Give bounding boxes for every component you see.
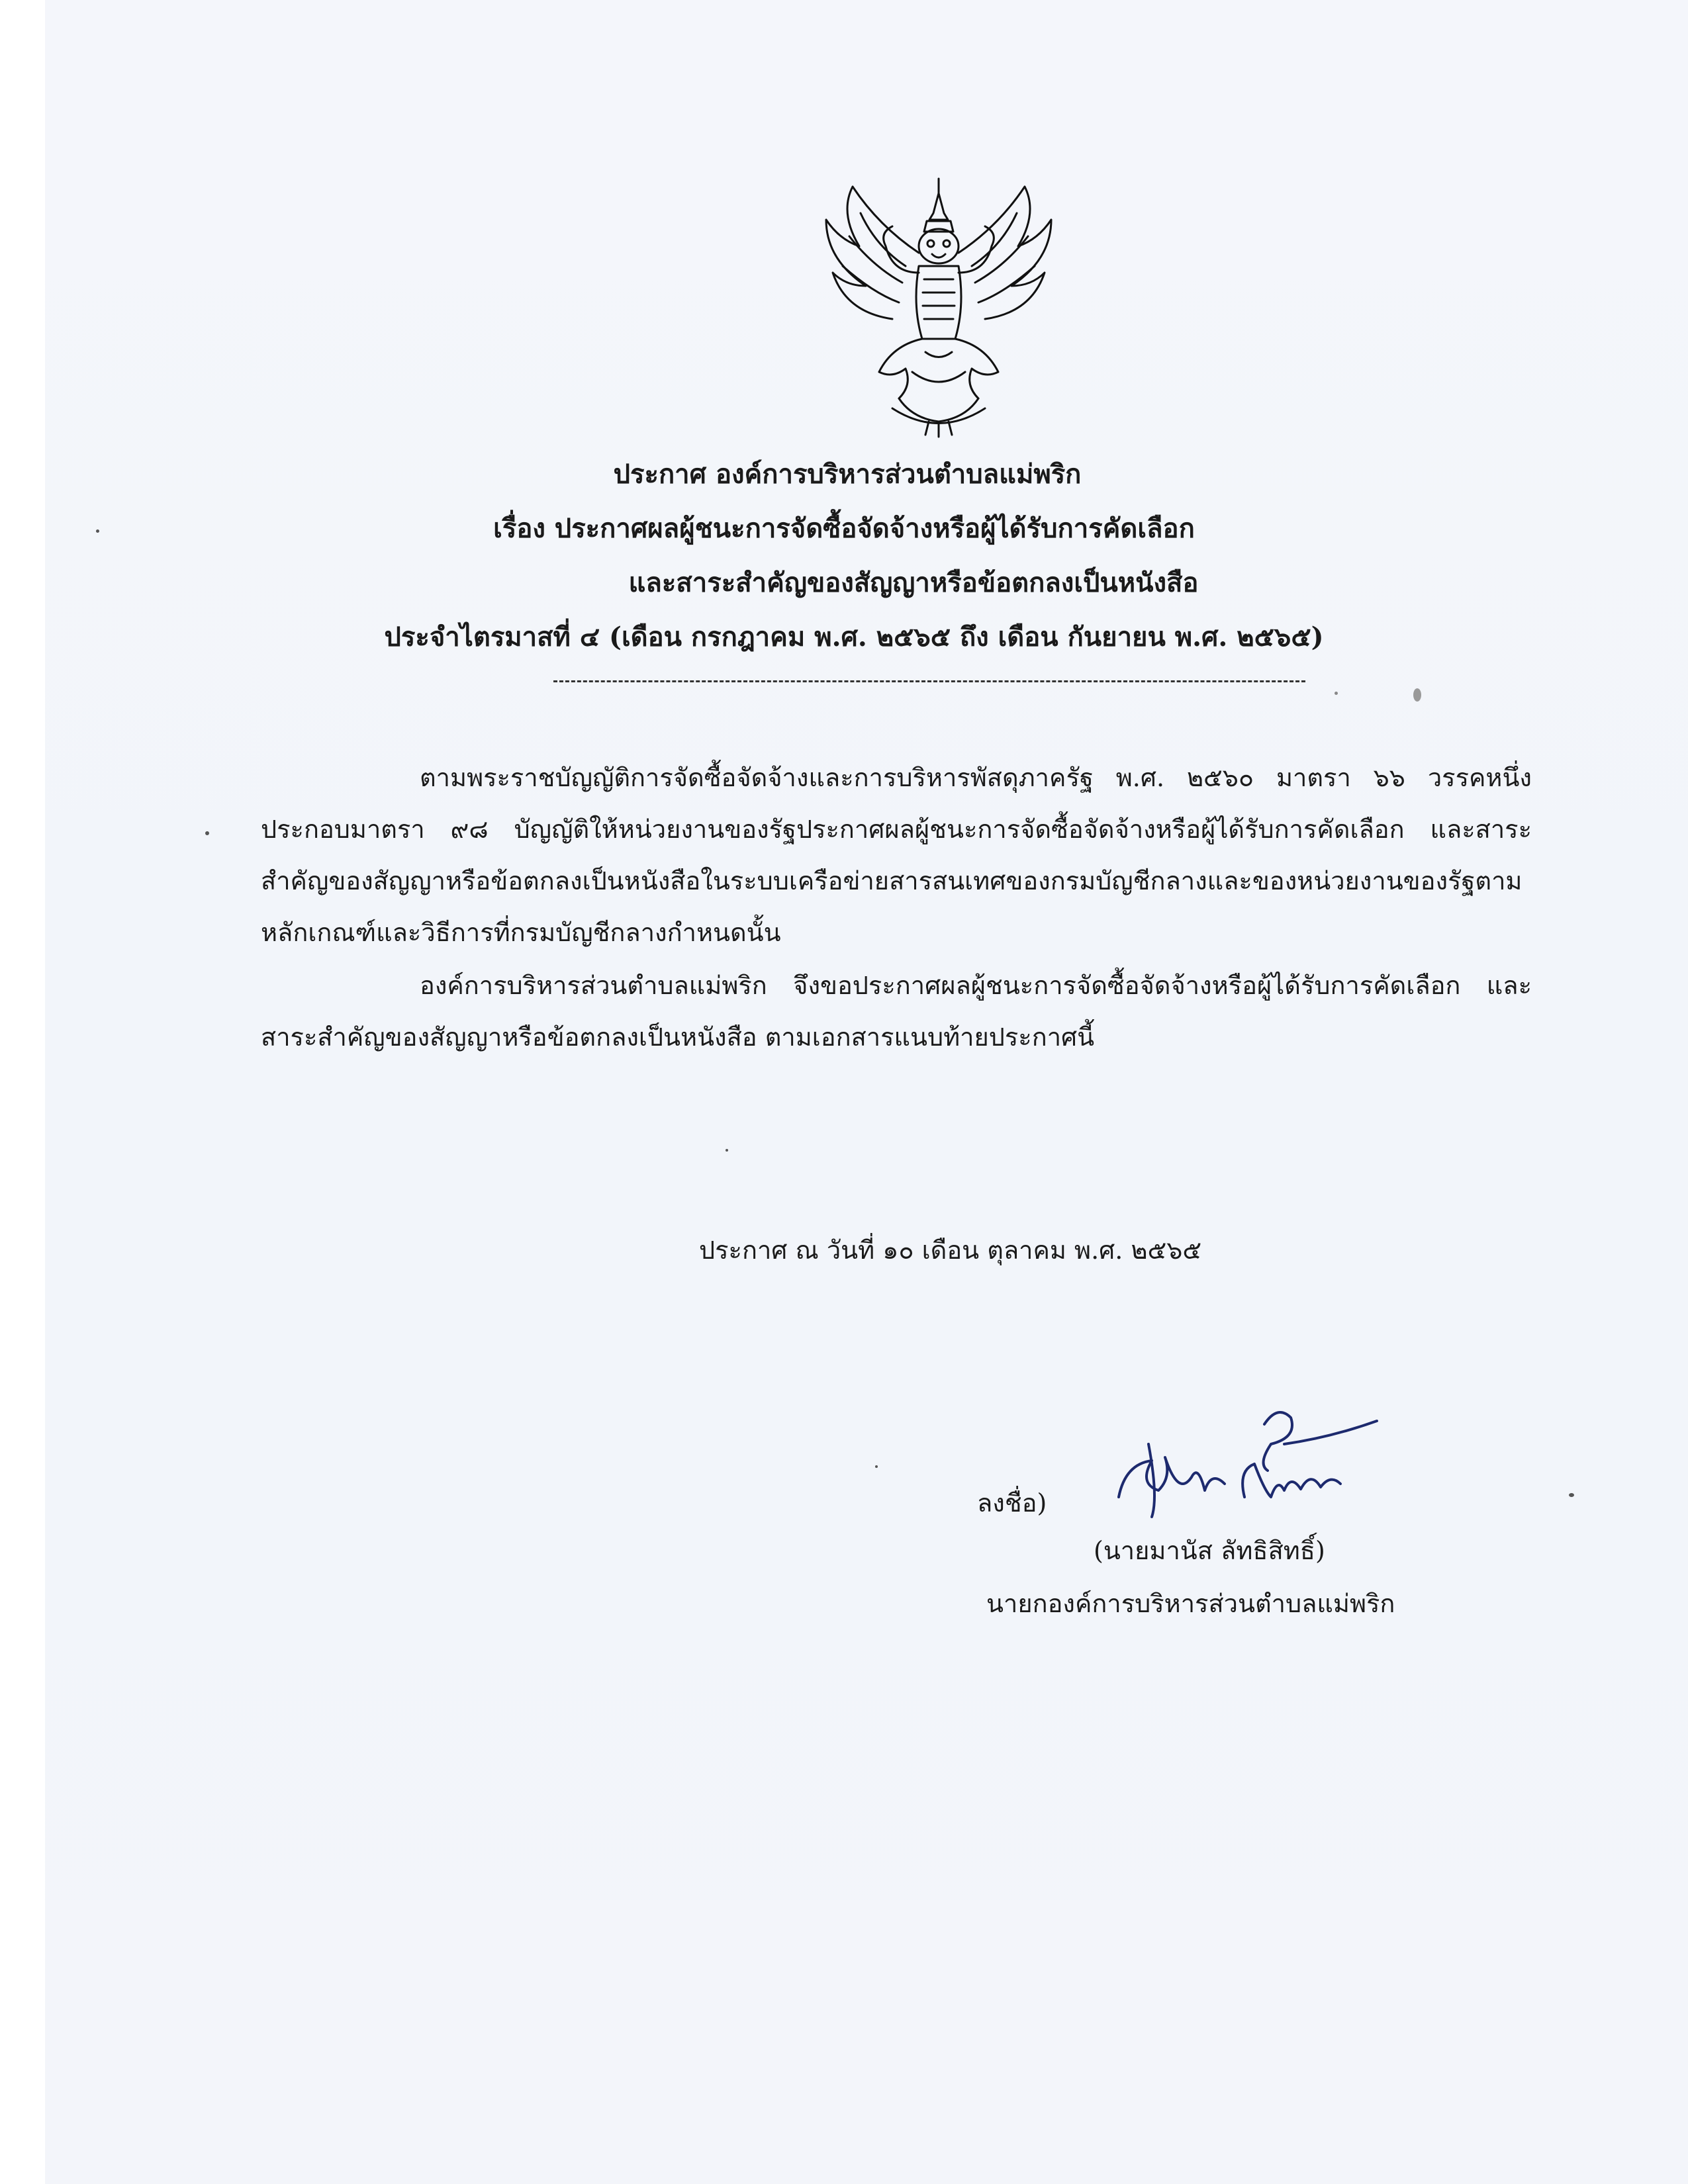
signer-name: (นายมานัส ลัทธิสิทธิ์) [1094, 1536, 1325, 1565]
signature-label: ลงชื่อ) [977, 1488, 1047, 1518]
announcement-heading [0, 447, 1688, 664]
heading-line-3: และสาระสำคัญของสัญญาหรือข้อตกลงเป็นหนังสือ [628, 567, 1199, 598]
signer-position: นายกองค์การบริหารส่วนตำบลแม่พริก [986, 1589, 1395, 1618]
handwritten-signature [1112, 1398, 1390, 1524]
scan-speck [726, 1149, 728, 1152]
scan-speck [96, 529, 99, 533]
scan-speck [1335, 692, 1338, 695]
scan-speck [1413, 688, 1421, 702]
body-paragraph-2: องค์การบริหารส่วนตำบลแม่พริก จึงขอประกาศผลผู้ชนะการจัดซื้อจัดจ้างหรือผู้ได้รับการคัดเลือก และสาระสำคัญของสัญญาหรือข้อตกลงเป็นหนังสือ ตามเอกสารแนบท้ายประกาศนี้ [261, 971, 1532, 1052]
garuda-emblem-icon [813, 173, 1064, 438]
heading-line-2: เรื่อง ประกาศผลผู้ชนะการจัดซื้อจัดจ้างหรือผู้ได้รับการคัดเลือก [493, 513, 1195, 544]
announcement-body [261, 752, 1532, 1063]
scan-speck [875, 1465, 878, 1468]
announcement-date: ประกาศ ณ วันที่ ๑๐ เดือน ตุลาคม พ.ศ. ๒๕๖๕ [699, 1236, 1202, 1265]
scan-margin [0, 0, 45, 2184]
heading-line-1: ประกาศ องค์การบริหารส่วนตำบลแม่พริก [613, 459, 1082, 490]
scan-speck [1569, 1493, 1574, 1497]
scan-speck [205, 831, 209, 835]
body-paragraph-1: ตามพระราชบัญญัติการจัดซื้อจัดจ้างและการบริหารพัสดุภาครัฐ พ.ศ. ๒๕๖๐ มาตรา ๖๖ วรรคหนึ่ง ประกอบมาตรา ๙๘ บัญญัติให้หน่วยงานของรัฐประกาศผลผู้ชนะการจัดซื้อจัดจ้างหรือผู้ได้รับการคัดเลือก และสาระสำคัญของสัญญาหรือข้อตกลงเป็นหนังสือในระบบเครือข่ายสารสนเทศของกรมบัญชีกลางและของหน่วยงานของรัฐตามหลักเกณฑ์และวิธีการที่กรมบัญชีกลางกำหนดนั้น [261, 763, 1532, 947]
heading-divider [553, 680, 1305, 682]
heading-line-4: ประจำไตรมาสที่ ๔ (เดือน กรกฎาคม พ.ศ. ๒๕๖๕ ถึง เดือน กันยายน พ.ศ. ๒๕๖๕) [384, 621, 1324, 653]
